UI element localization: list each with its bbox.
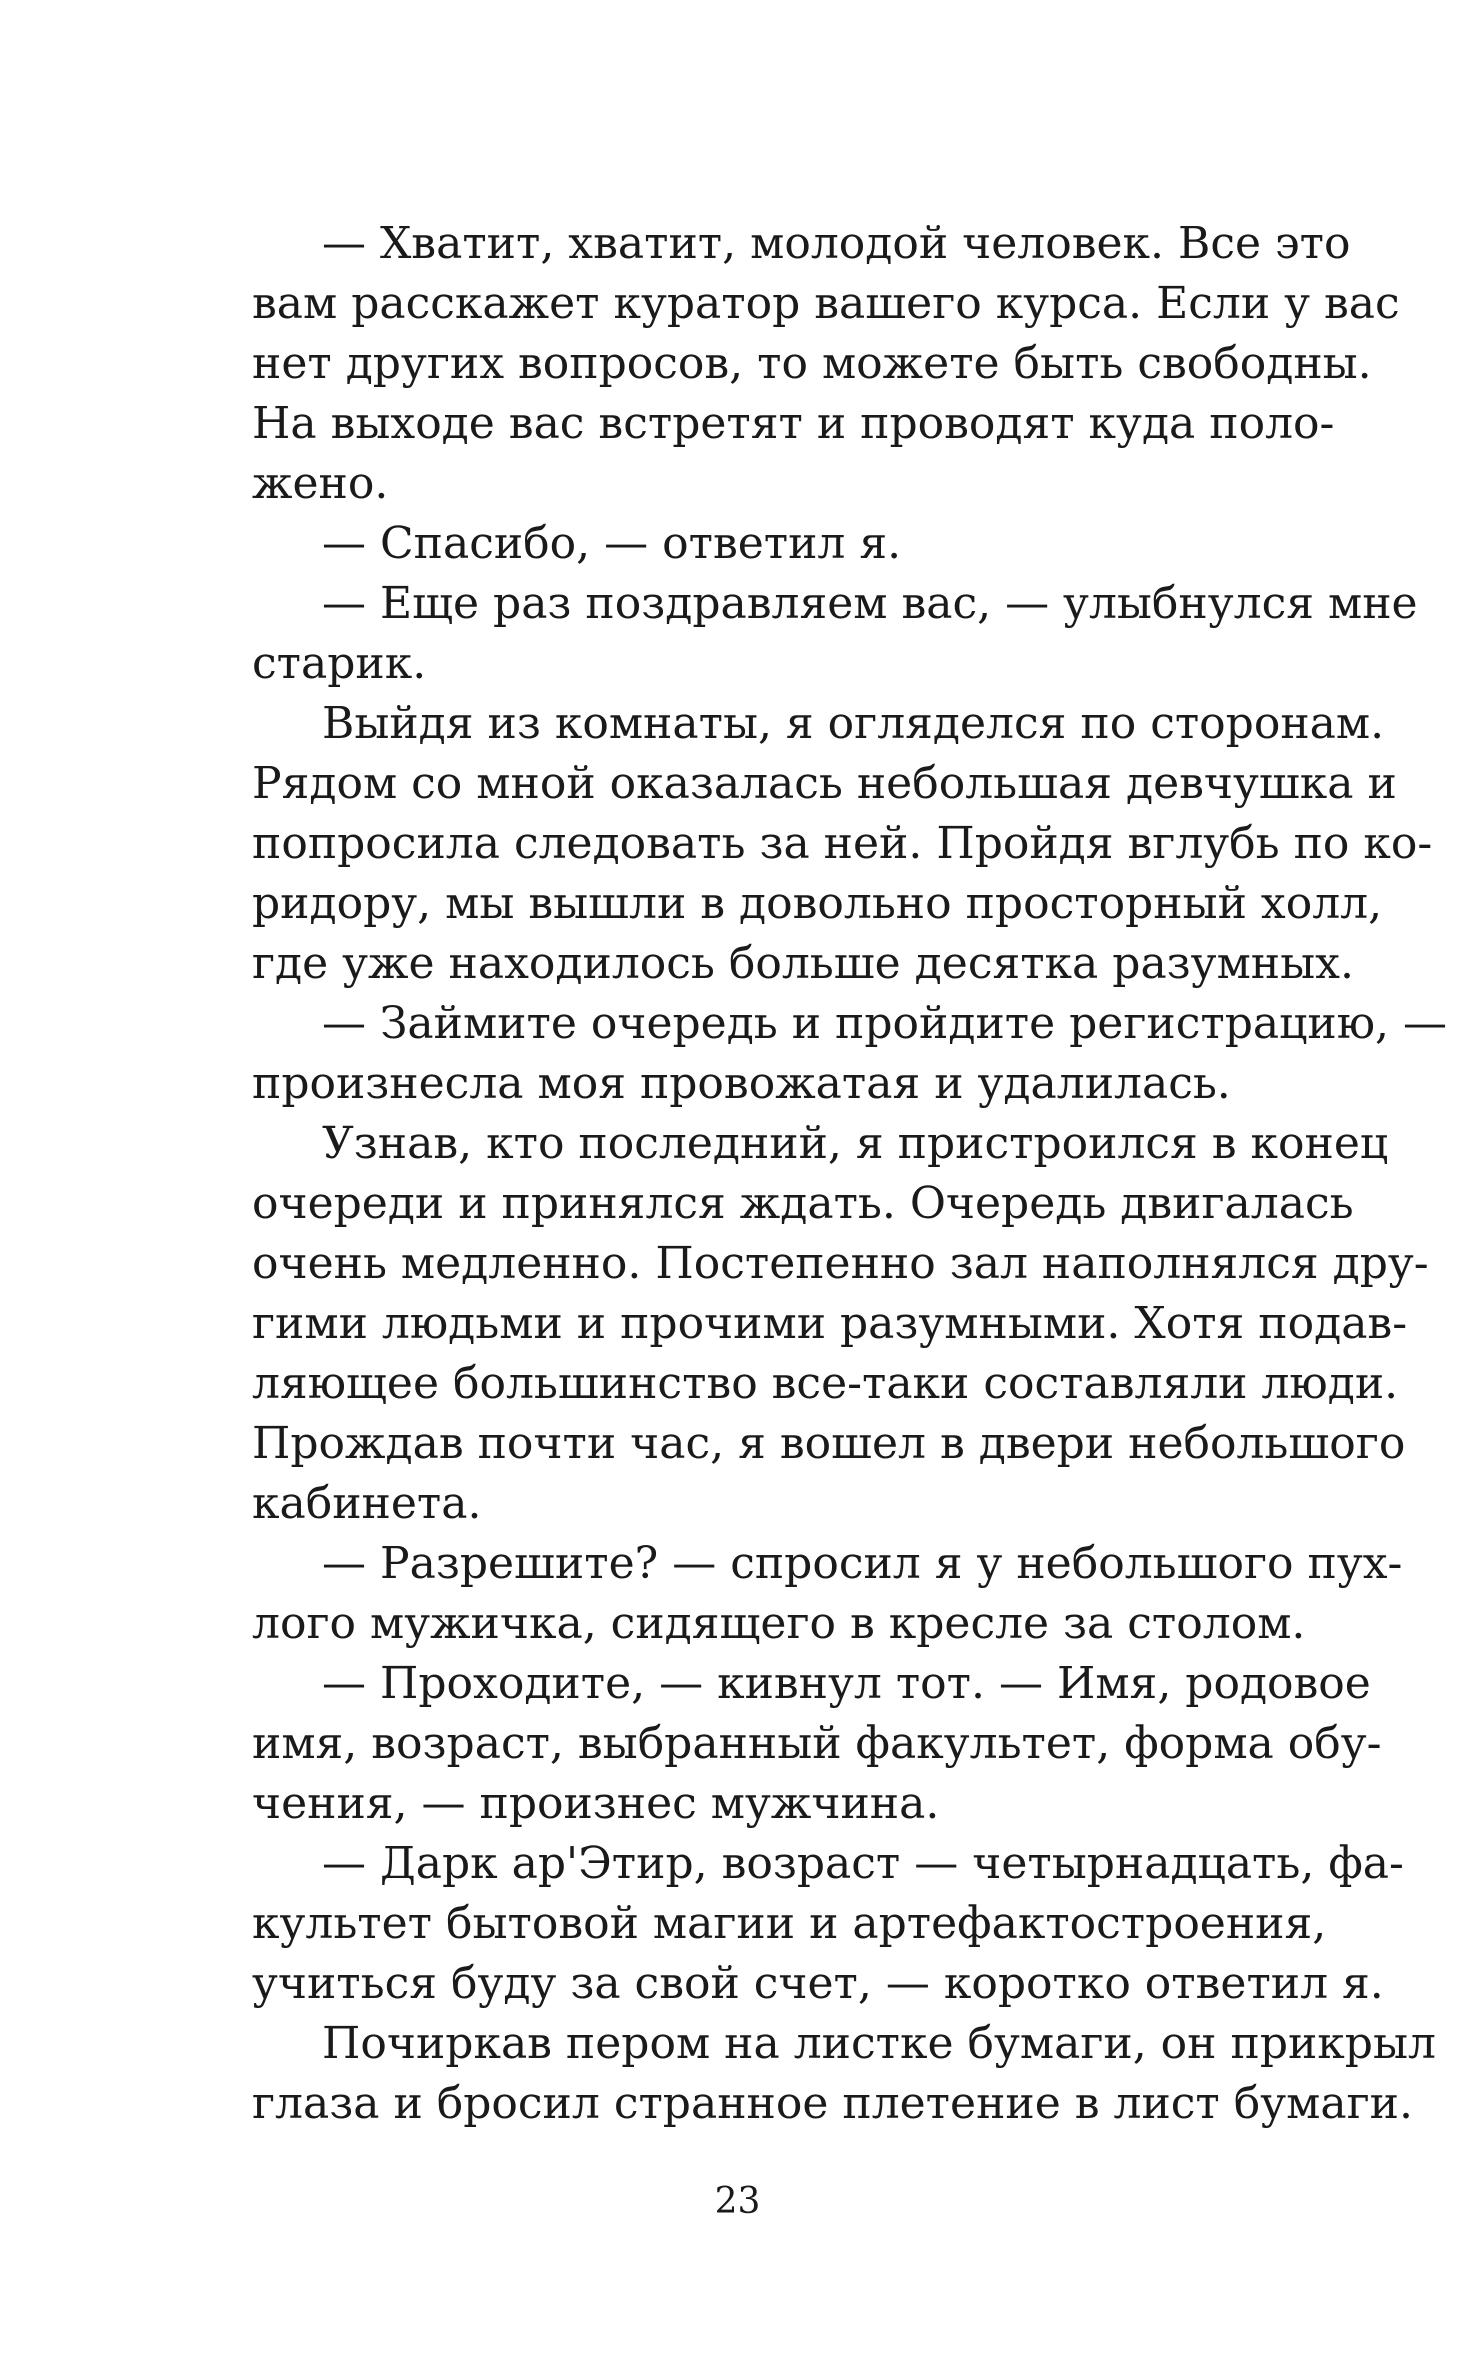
paragraph (182, 514, 1312, 574)
text-line: учиться буду за свой счет, — коротко ответил я. (252, 1958, 1384, 2009)
text-line: — Дарк ар'Этир, возраст — четырнадцать, фа- (322, 1838, 1404, 1889)
paragraph (182, 994, 1448, 1114)
text-line: произнесла моя провожатая и удалилась. (252, 1058, 1231, 1109)
text-line: жено. (252, 458, 389, 509)
text-line: — Хватит, хватит, молодой человек. Все это (322, 218, 1351, 269)
paragraph (182, 1654, 1382, 1834)
text-line: нет других вопросов, то можете быть свободны. (252, 338, 1372, 389)
text-line: ридору, мы вышли в довольно просторный холл, (252, 878, 1383, 929)
paragraph (182, 1534, 1403, 1654)
text-line: На выходе вас встретят и проводят куда поло- (252, 398, 1335, 449)
text-line: Выйдя из комнаты, я огляделся по сторонам. (322, 698, 1385, 749)
text-line: — Спасибо, — ответил я. (322, 518, 902, 569)
paragraph (182, 694, 1433, 994)
text-line: кабинета. (252, 1478, 482, 1529)
text-line: старик. (252, 638, 427, 689)
text-line: имя, возраст, выбранный факультет, форма обу- (252, 1718, 1382, 1769)
text-line: — Проходите, — кивнул тот. — Имя, родовое (322, 1658, 1371, 1709)
text-line: Узнав, кто последний, я пристроился в конец (322, 1118, 1389, 1169)
text-line: — Займите очередь и пройдите регистрацию, — (322, 998, 1448, 1049)
text-line: чения, — произнес мужчина. (252, 1778, 940, 1829)
paragraph (182, 1834, 1404, 2014)
text-line: Почиркав пером на листке бумаги, он прикрыл (322, 2018, 1436, 2069)
text-line: Рядом со мной оказалась небольшая девчушка и (252, 758, 1397, 809)
page-text (182, 214, 1448, 2134)
text-line: ляющее большинство все-таки составляли люди. (252, 1358, 1399, 1409)
text-line: попросила следовать за ней. Пройдя вглубь по ко- (252, 818, 1433, 869)
text-line: где уже находилось больше десятка разумных. (252, 938, 1354, 989)
text-line: вам расскажет куратор вашего курса. Если у вас (252, 278, 1400, 329)
paragraph (182, 1114, 1429, 1534)
paragraph (182, 214, 1400, 514)
text-line: лого мужичка, сидящего в кресле за столом. (252, 1598, 1306, 1649)
text-line: — Разрешите? — спросил я у небольшого пух- (322, 1538, 1403, 1589)
text-line: культет бытовой магии и артефактостроения, (252, 1898, 1327, 1949)
paragraph (182, 2014, 1436, 2134)
page-number: 23 (714, 2181, 761, 2222)
paragraph (182, 574, 1418, 694)
text-line: гими людьми и прочими разумными. Хотя подав- (252, 1298, 1408, 1349)
text-line: очень медленно. Постепенно зал наполнялся дру- (252, 1238, 1429, 1289)
text-line: Прождав почти час, я вошел в двери небольшого (252, 1418, 1406, 1469)
text-line: глаза и бросил странное плетение в лист бумаги. (252, 2078, 1413, 2129)
text-line: очереди и принялся ждать. Очередь двигалась (252, 1178, 1354, 1229)
text-line: — Еще раз поздравляем вас, — улыбнулся мне (322, 578, 1418, 629)
